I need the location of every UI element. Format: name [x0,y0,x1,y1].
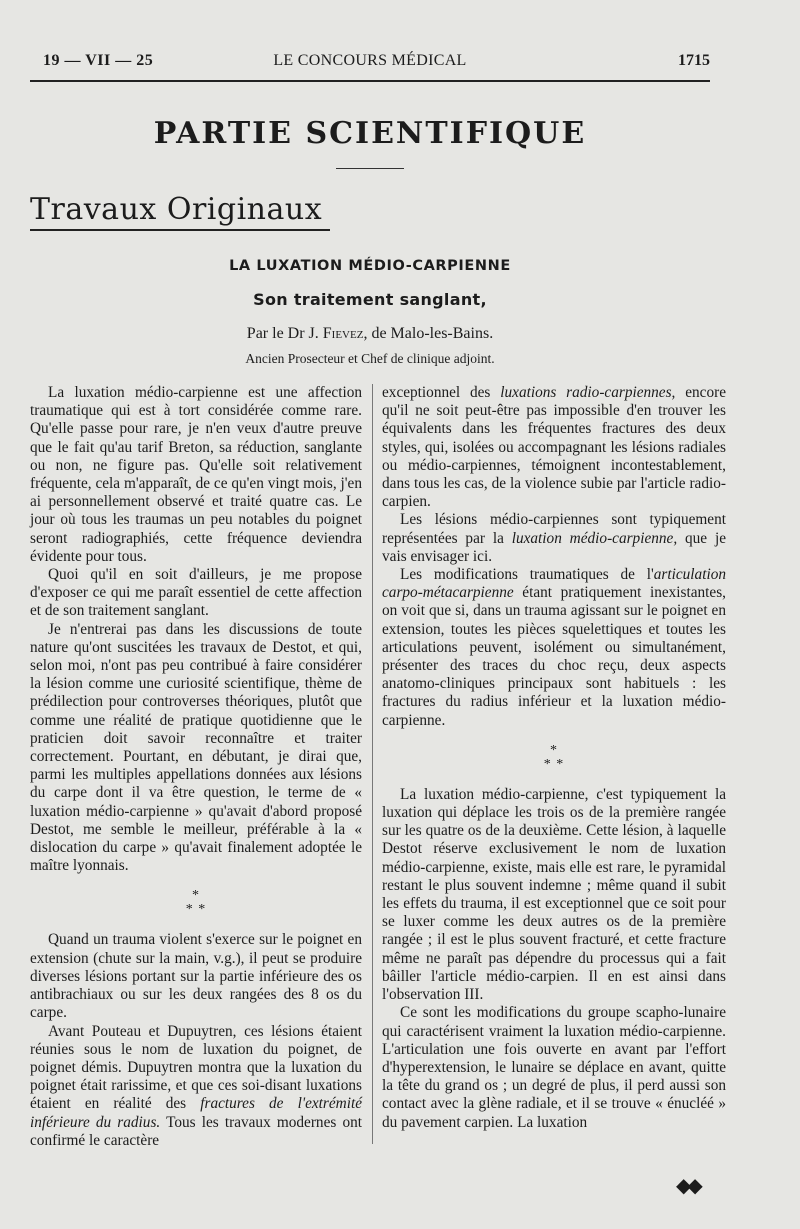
paragraph [30,1023,362,1150]
column-divider [372,384,373,1144]
paragraph: Ce sont les modifications du groupe scapho-lunaire qui caractérisent vraiment la luxation médio-carpienne. L'articulation une fois ouverte en avant par l'effort d'hyperextension, le lunaire se déplace en avant, quitte la tête du grand os ; un degré de plus, il perd aussi son contact avec la glène radiale, et il se trouve « énucléé » du pavement carpien. La luxation [382,1004,726,1131]
page-number: 1715 [678,52,710,69]
article-byline [0,325,740,343]
paragraph: La luxation médio-carpienne, c'est typiquement la luxation qui déplace les trois os de la première rangée sur les quatre os de la deuxième. Cette lésion, à laquelle Destot réserve exclusivement le nom de luxation médio-carpienne, existe, mais elle est rare, le pyramidal restant le plus souvent indemne ; même quand il subit les effets du trauma, il est exceptionnel que ce soit pour se luxer comme les deux autres os de la première rangée ; il est le plus souvent fracturé, et cette fracture même ne paraît pas dépendre du processus qui a fait bâiller l'article médio-carpien. Il en est ainsi dans l'observation III. [382,785,726,1004]
paragraph: Je n'entrerai pas dans les discussions de toute nature qu'ont suscitées les travaux de Destot, et qui, selon moi, n'ont pas peu contribué à faire considérer la lésion comme une curiosité scientifique, thème de prédilection pour controverses théoriques, plutôt que comme une réalité de pratique quotidienne que le praticien doit savoir reconnaître et traiter correctement. Pourtant, en débutant, je dirai que, parmi les multiples appellations données aux lésions du carpe dont il va être question, le terme de « luxation médio-carpienne » qu'avait d'abord proposé Destot, me semble le meilleur, préférable à la « dislocation du carpe » qu'avait finalement adoptée le maître lyonnais. [30,620,362,875]
rubric-underline [30,229,330,231]
italic-text: fractures de l'extrémité inférieure du radius. [30,1095,363,1131]
text-run: Les modifications traumatiques de l' [400,566,654,584]
article-subtitle: Son traitement sanglant, [253,290,487,309]
section-separator: * * * [543,742,565,772]
italic-text: articulation carpo-métacarpienne [382,566,726,602]
article-title: LA LUXATION MÉDIO-CARPIENNE [229,258,511,274]
paragraph: Quand un trauma violent s'exerce sur le poignet en extension (chute sur la main, v.g.), il peut se produire diverses lésions portant sur la partie inférieure des os antibrachiaux ou sur les deux rangées des 8 os du carpe. [30,931,362,1022]
footer-ornament: ◆◆ [676,1175,699,1197]
journal-title: LE CONCOURS MÉDICAL [273,52,467,69]
paragraph [382,566,726,730]
text-run: que je vais envisager ici. [382,529,726,565]
paragraph [382,511,726,566]
italic-text: luxations radio-carpiennes, [500,384,676,401]
byline-suffix: , de Malo-les-Bains. [363,325,494,342]
rubric-heading: Travaux Originaux [30,192,323,227]
running-head [30,52,710,74]
author-affiliation: Ancien Prosecteur et Chef de clinique adjoint. [245,351,495,366]
paragraph: Quoi qu'il en soit d'ailleurs, je me propose d'exposer ce qui me paraît essentiel de cette affection et de son traitement sanglant. [30,566,362,620]
text-run: encore qu'il ne soit peut-être pas impossible d'en trouver les équivalents dans les fréquentes fractures des deux styles, qui, isolées ou accompagnant les lésions radiales ou médio-carpiennes, témoignent incontestablement, dans tous les cas, de la violence subie par l'article radio-carpien. [382,384,726,511]
header-rule [30,80,710,82]
left-column [30,384,362,1150]
issue-date: 19 — VII — 25 [43,52,154,69]
section-title: PARTIE SCIENTIFIQUE [153,116,587,151]
text-run: Tous les travaux modernes ont confirmé le caractère [30,1113,362,1149]
author-name: Fievez [322,325,364,342]
section-title-rule [336,168,404,169]
text-run: étant pratiquement inexistantes, on voit que si, dans un trauma agissant sur le poignet en extension, toutes les pièces squelettiques et toutes les articulations peuvent, isolément ou simultanément, présenter des traces du choc reçu, deux aspects anatomo-cliniques principaux sont habituels : les fractures du radius inférieur et la luxation médio-carpienne. [382,584,726,729]
right-column [382,384,726,1132]
byline-prefix: Par le Dr J. [246,325,323,342]
text-run: Les lésions médio-carpiennes sont typiquement représentées par la [382,511,726,547]
text-run: exceptionnel des [382,384,501,401]
paragraph: La luxation médio-carpienne est une affection traumatique qui est à tort considérée comme rare. Qu'elle passe pour rare, je n'en veux d'autre preuve que le fait qu'au tarif Breton, sa réduction, sanglante ou non, ne figure pas. Qu'elle soit relativement fréquente, cela m'apparaît, de ce qu'en vingt mois, j'en ai personnellement observé et traité quatre cas. Le jour où tous les traumas un peu notables du poignet seront radiographiés, cette fréquence deviendra évidente pour tous. [30,384,362,565]
paragraph [382,384,726,511]
section-separator: * * * [185,888,207,918]
text-run: Avant Pouteau et Dupuytren, ces lésions étaient réunies sous le nom de luxation du poignet, de poignet démis. Dupuytren montra que la luxation du poignet était rarissime, et que ces soi-disant luxations étaient en réalité des [30,1022,362,1113]
italic-text: luxation médio-carpienne, [511,529,678,547]
